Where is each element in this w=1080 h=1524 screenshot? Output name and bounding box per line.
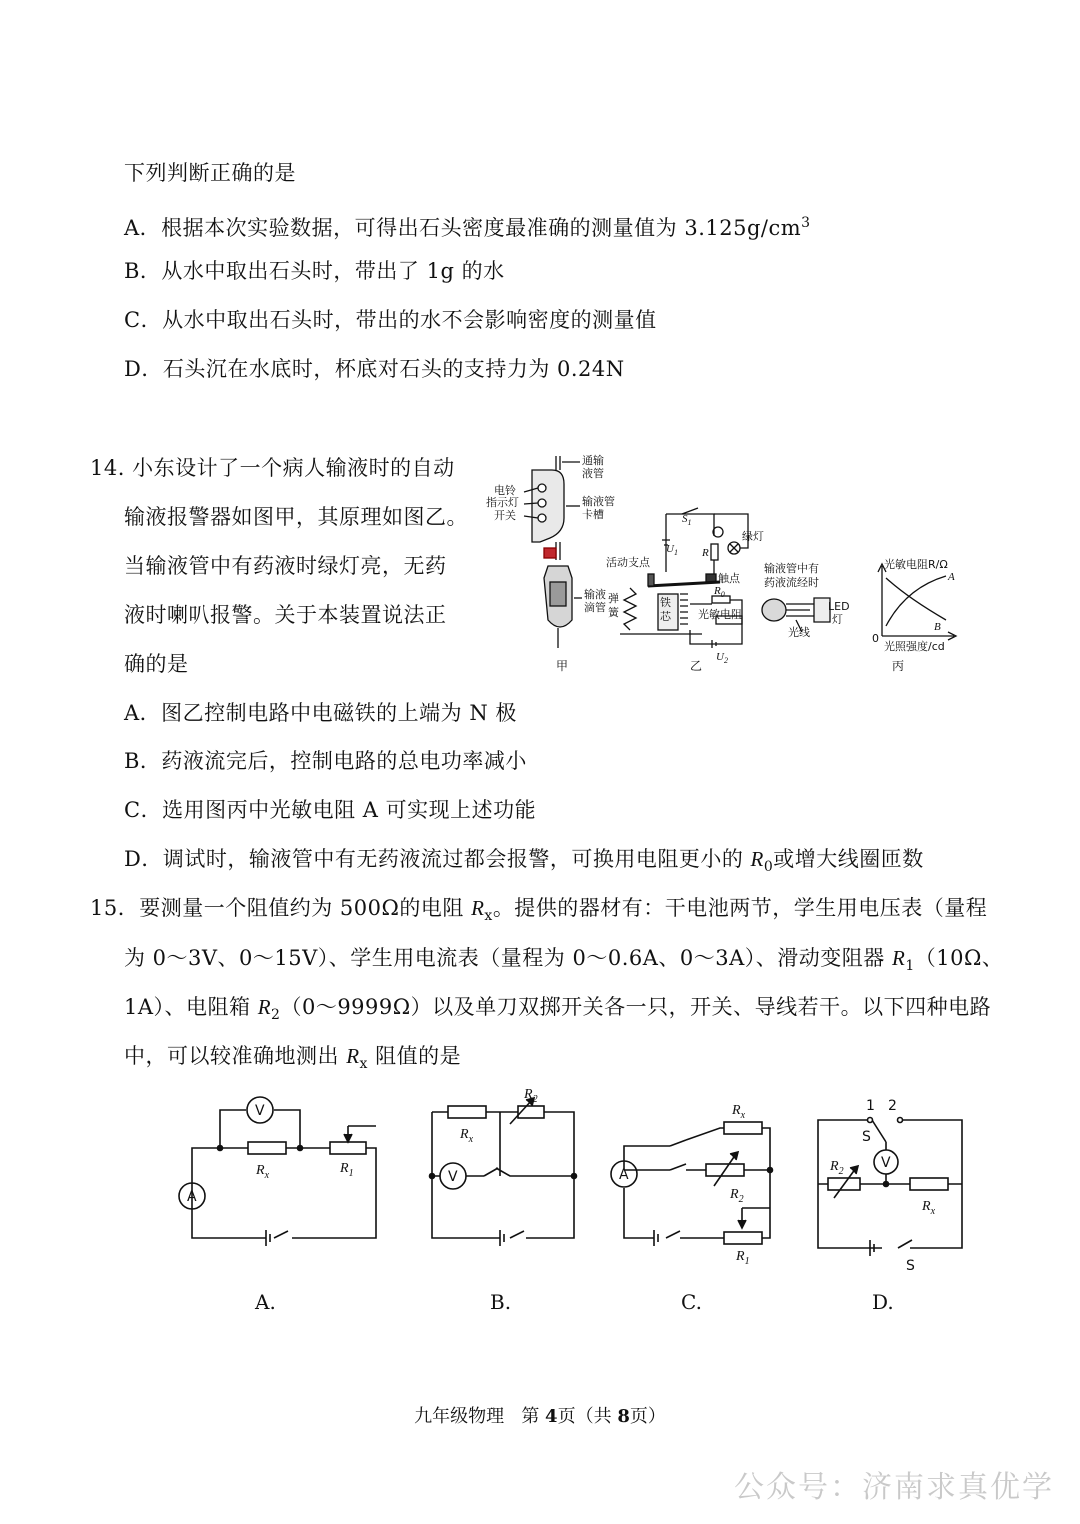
q15-line2-pre: 为 0～3V、0～15V）、学生用电流表（量程为 0～0.6A、0～3A）、滑动变阻器 xyxy=(124,946,892,970)
coil xyxy=(680,594,688,624)
q15-line2-var: R xyxy=(891,946,906,970)
label-u1 xyxy=(666,543,678,557)
label-u2 xyxy=(716,651,728,665)
circuit-b-rx-main: R xyxy=(460,1127,469,1142)
circuit-d-main-switch xyxy=(898,1240,912,1248)
circuit-c-r2-label xyxy=(729,1187,744,1205)
circuit-b-r2-sub: 2 xyxy=(532,1094,538,1105)
q13-option-c: C．从水中取出石头时，带出的水不会影响密度的测量值 xyxy=(124,308,657,332)
circuit-d-rx xyxy=(910,1178,948,1190)
label-drip-2: 滴管 xyxy=(584,601,606,614)
q14-option-d-pre: D．调试时，输液管中有无药液流过都会报警，可换用电阻更小的 xyxy=(124,847,751,871)
q15-line4-sub: x xyxy=(359,1056,368,1073)
label-indicator: 指示灯 xyxy=(486,496,519,509)
circuit-c-rx-main: R xyxy=(732,1103,741,1118)
label-photoresistor: 光敏电阻 xyxy=(698,608,742,621)
circuit-a-switch xyxy=(274,1231,288,1238)
label-u2-main: U xyxy=(716,651,724,663)
q14-option-d-sub: 0 xyxy=(763,859,774,876)
q14-option-a: A．图乙控制电路中电磁铁的上端为 N 极 xyxy=(124,701,517,725)
label-yi: 乙 xyxy=(690,659,703,673)
label-jia: 甲 xyxy=(556,659,569,673)
q13-option-a-sup: 3 xyxy=(801,215,811,231)
light-beam xyxy=(786,604,814,616)
label-r: R xyxy=(702,547,709,559)
q15-line3-sub: 2 xyxy=(271,1007,281,1024)
label-curve-b: B xyxy=(934,621,941,633)
curve-b xyxy=(886,578,946,620)
red-clamp xyxy=(544,548,556,558)
circuit-a-battery xyxy=(266,1230,270,1246)
q14-figures xyxy=(480,448,1000,680)
circuit-d-pos1: 1 xyxy=(866,1098,875,1114)
circuit-c-r2-main: R xyxy=(730,1187,739,1202)
circuit-a-option: A. xyxy=(255,1290,276,1314)
circuit-d xyxy=(818,1118,962,1257)
label-led-2: 灯 xyxy=(832,613,843,626)
q15-line2-sub: 1 xyxy=(905,958,915,975)
switch-button xyxy=(538,514,546,522)
circuit-c-a-label: A xyxy=(619,1167,629,1183)
circuit-c xyxy=(611,1122,773,1246)
yi-r-resistor xyxy=(711,544,718,560)
label-bing: 丙 xyxy=(892,659,905,673)
q13-option-b: B．从水中取出石头时，带出了 1g 的水 xyxy=(124,259,505,283)
circuit-c-r1 xyxy=(724,1232,762,1244)
footer-page-total: 8 xyxy=(617,1406,630,1427)
q15-line3-pre: 1A）、电阻箱 xyxy=(124,995,258,1019)
label-s1 xyxy=(682,513,692,527)
circuit-d-rx-sub: x xyxy=(930,1206,936,1217)
circuit-c-r2-sub: 2 xyxy=(738,1194,744,1205)
q15-line3 xyxy=(124,994,991,1028)
tube-top xyxy=(556,456,560,470)
circuit-a-a-label: A xyxy=(187,1189,197,1205)
label-switch: 开关 xyxy=(494,509,516,522)
circuit-d-pos2: 2 xyxy=(888,1098,897,1114)
drip-window xyxy=(550,582,566,606)
label-tube-2: 药液流经时 xyxy=(764,576,819,589)
label-s1-main: S xyxy=(682,513,688,525)
circuit-b-switch xyxy=(484,1168,498,1176)
yi-contact xyxy=(706,574,716,582)
circuit-a-slider xyxy=(348,1126,376,1140)
circuit-a-rx-label xyxy=(255,1163,270,1181)
circuit-c-battery xyxy=(654,1230,658,1246)
q14-option-d-var: R xyxy=(750,847,764,871)
q14-option-b: B．药液流完后，控制电路的总电功率减小 xyxy=(124,749,527,773)
q15-line2-post: （10Ω、 xyxy=(914,946,1004,970)
circuit-c-switch-top xyxy=(670,1140,686,1146)
label-tube-top-1: 通输 xyxy=(582,454,604,467)
indicator-button xyxy=(538,499,546,507)
q15-line4-var: R xyxy=(346,1044,360,1068)
circuit-d-r2-sub: 2 xyxy=(838,1166,844,1177)
circuit-b-r2-main: R xyxy=(524,1088,533,1102)
pivot xyxy=(648,574,654,586)
circuit-c-r1-main: R xyxy=(736,1249,745,1264)
circuit-b-battery xyxy=(500,1230,504,1246)
q13-option-a-text: A．根据本次实验数据，可得出石头密度最准确的测量值为 3.125g/cm xyxy=(124,216,802,240)
circuit-d-rx-main: R xyxy=(922,1199,931,1214)
q15-line2 xyxy=(124,945,1003,979)
label-led-1: LED xyxy=(828,600,850,613)
circuit-d-r2-label xyxy=(829,1159,844,1177)
page-footer xyxy=(0,1402,1080,1428)
label-r0-sub: 0 xyxy=(720,590,725,599)
circuit-a-r1-sub: 1 xyxy=(348,1168,354,1179)
alarm-device-body xyxy=(532,470,564,542)
q14-line3: 当输液管中有药液时绿灯亮，无药 xyxy=(124,554,447,578)
label-tube-top-2: 液管 xyxy=(582,467,604,480)
yi-spring xyxy=(624,588,636,630)
circuit-a-v-label: V xyxy=(255,1103,265,1119)
circuit-c-r1-sub: 1 xyxy=(744,1256,750,1267)
label-light: 光线 xyxy=(788,626,810,639)
label-spring-2: 簧 xyxy=(608,606,619,619)
circuit-a-rx-sub: x xyxy=(264,1170,270,1181)
armature xyxy=(648,582,720,586)
circuit-a-r1 xyxy=(330,1142,366,1154)
q15-line1 xyxy=(90,895,987,929)
circuit-d-v-label: V xyxy=(881,1155,891,1171)
q14-line2: 输液报警器如图甲，其原理如图乙。 xyxy=(124,505,468,529)
q14-line4: 液时喇叭报警。关于本装置说法正 xyxy=(124,603,447,627)
q15-line1-var: R xyxy=(471,896,485,920)
q14-line1: 14. 小东设计了一个病人输液时的自动 xyxy=(90,456,455,480)
label-core-2: 芯 xyxy=(660,610,671,623)
q15-line4-pre: 中，可以较准确地测出 xyxy=(124,1044,347,1068)
q15-line4-post: 阻值的是 xyxy=(367,1044,462,1068)
label-tube-1: 输液管中有 xyxy=(764,562,819,575)
q14-option-d xyxy=(124,846,924,880)
circuit-d-s-bottom: S xyxy=(906,1258,915,1274)
q15-circuits xyxy=(170,1088,1000,1278)
circuit-d-option: D. xyxy=(872,1290,894,1314)
label-u1-sub: 1 xyxy=(673,548,678,557)
q14-option-d-post: 或增大线圈匝数 xyxy=(773,847,924,871)
circuit-c-option: C. xyxy=(681,1290,702,1314)
circuit-a-rx xyxy=(248,1142,286,1154)
circuit-b-main-switch xyxy=(510,1231,524,1238)
circuit-b-v-label: V xyxy=(448,1169,458,1185)
label-core-1: 铁 xyxy=(660,596,671,609)
q15-line4 xyxy=(124,1043,461,1077)
q15-line1-post: 。提供的器材有：干电池两节，学生用电压表（量程 xyxy=(492,896,988,920)
label-spring-1: 弹 xyxy=(608,592,619,605)
label-r0-main: R xyxy=(714,585,721,597)
footer-page-pre: 第 xyxy=(521,1406,546,1427)
label-r0 xyxy=(713,585,725,599)
label-contact: 触点 xyxy=(718,572,740,585)
label-bell: 电铃 xyxy=(494,484,516,497)
label-u1-main: U xyxy=(666,543,674,555)
label-clip-2: 卡槽 xyxy=(582,508,604,521)
label-curve-a: A xyxy=(948,571,955,583)
q14-line5: 确的是 xyxy=(124,652,189,676)
q13-option-d: D．石头沉在水底时，杯底对石头的支持力为 0.24N xyxy=(124,357,625,381)
q13-option-a xyxy=(124,210,811,241)
circuit-c-r1-label xyxy=(735,1249,750,1267)
circuit-c-switch-mid xyxy=(670,1164,686,1170)
tube-flow xyxy=(762,599,786,621)
q13-stem: 下列判断正确的是 xyxy=(124,161,296,185)
label-clip-1: 输液管 xyxy=(582,495,615,508)
footer-page-post: 页） xyxy=(629,1406,666,1427)
circuit-c-rx xyxy=(724,1122,762,1134)
label-s1-sub: 1 xyxy=(687,518,692,527)
circuit-d-r2-main: R xyxy=(830,1159,839,1174)
footer-page-num: 4 xyxy=(545,1406,558,1427)
circuit-b-option: B. xyxy=(490,1290,512,1314)
footer-page-mid: 页（共 xyxy=(557,1406,618,1427)
label-graph-origin: 0 xyxy=(872,632,879,645)
circuit-b-rx-sub: x xyxy=(468,1134,474,1145)
circuit-a-rx-main: R xyxy=(256,1163,265,1178)
circuit-c-rx-sub: x xyxy=(740,1110,746,1121)
label-drip-1: 输液 xyxy=(584,588,606,601)
q15-line3-var: R xyxy=(257,995,272,1019)
watermark: 公众号：济南求真优学 xyxy=(734,1470,1054,1505)
q15-line1-sub: x xyxy=(484,908,493,925)
circuit-d-s-top: S xyxy=(862,1129,871,1145)
circuit-b-rx-label xyxy=(459,1127,474,1145)
label-u2-sub: 2 xyxy=(723,656,728,665)
q15-line1-pre: 15．要测量一个阻值约为 500Ω的电阻 xyxy=(90,896,472,920)
q14-option-c: C．选用图丙中光敏电阻 A 可实现上述功能 xyxy=(124,798,537,822)
label-pivot: 活动支点 xyxy=(606,556,650,569)
q15-line3-post: （0～9999Ω）以及单刀双掷开关各一只，开关、导线若干。以下四种电路 xyxy=(280,995,992,1019)
label-green: 绿灯 xyxy=(742,530,764,543)
circuit-a-r1-main: R xyxy=(340,1161,349,1176)
circuit-d-rx-label xyxy=(921,1199,936,1217)
circuit-a-r1-label xyxy=(339,1161,354,1179)
label-graph-y: 光敏电阻R/Ω xyxy=(884,558,948,571)
label-graph-x: 光照强度/cd xyxy=(884,640,945,653)
circuit-c-rx-label xyxy=(731,1103,746,1121)
circuit-b-rx xyxy=(448,1106,486,1118)
circuit-c-main-switch xyxy=(666,1231,680,1238)
footer-subject: 九年级物理 xyxy=(414,1406,505,1427)
bell-button xyxy=(538,484,546,492)
